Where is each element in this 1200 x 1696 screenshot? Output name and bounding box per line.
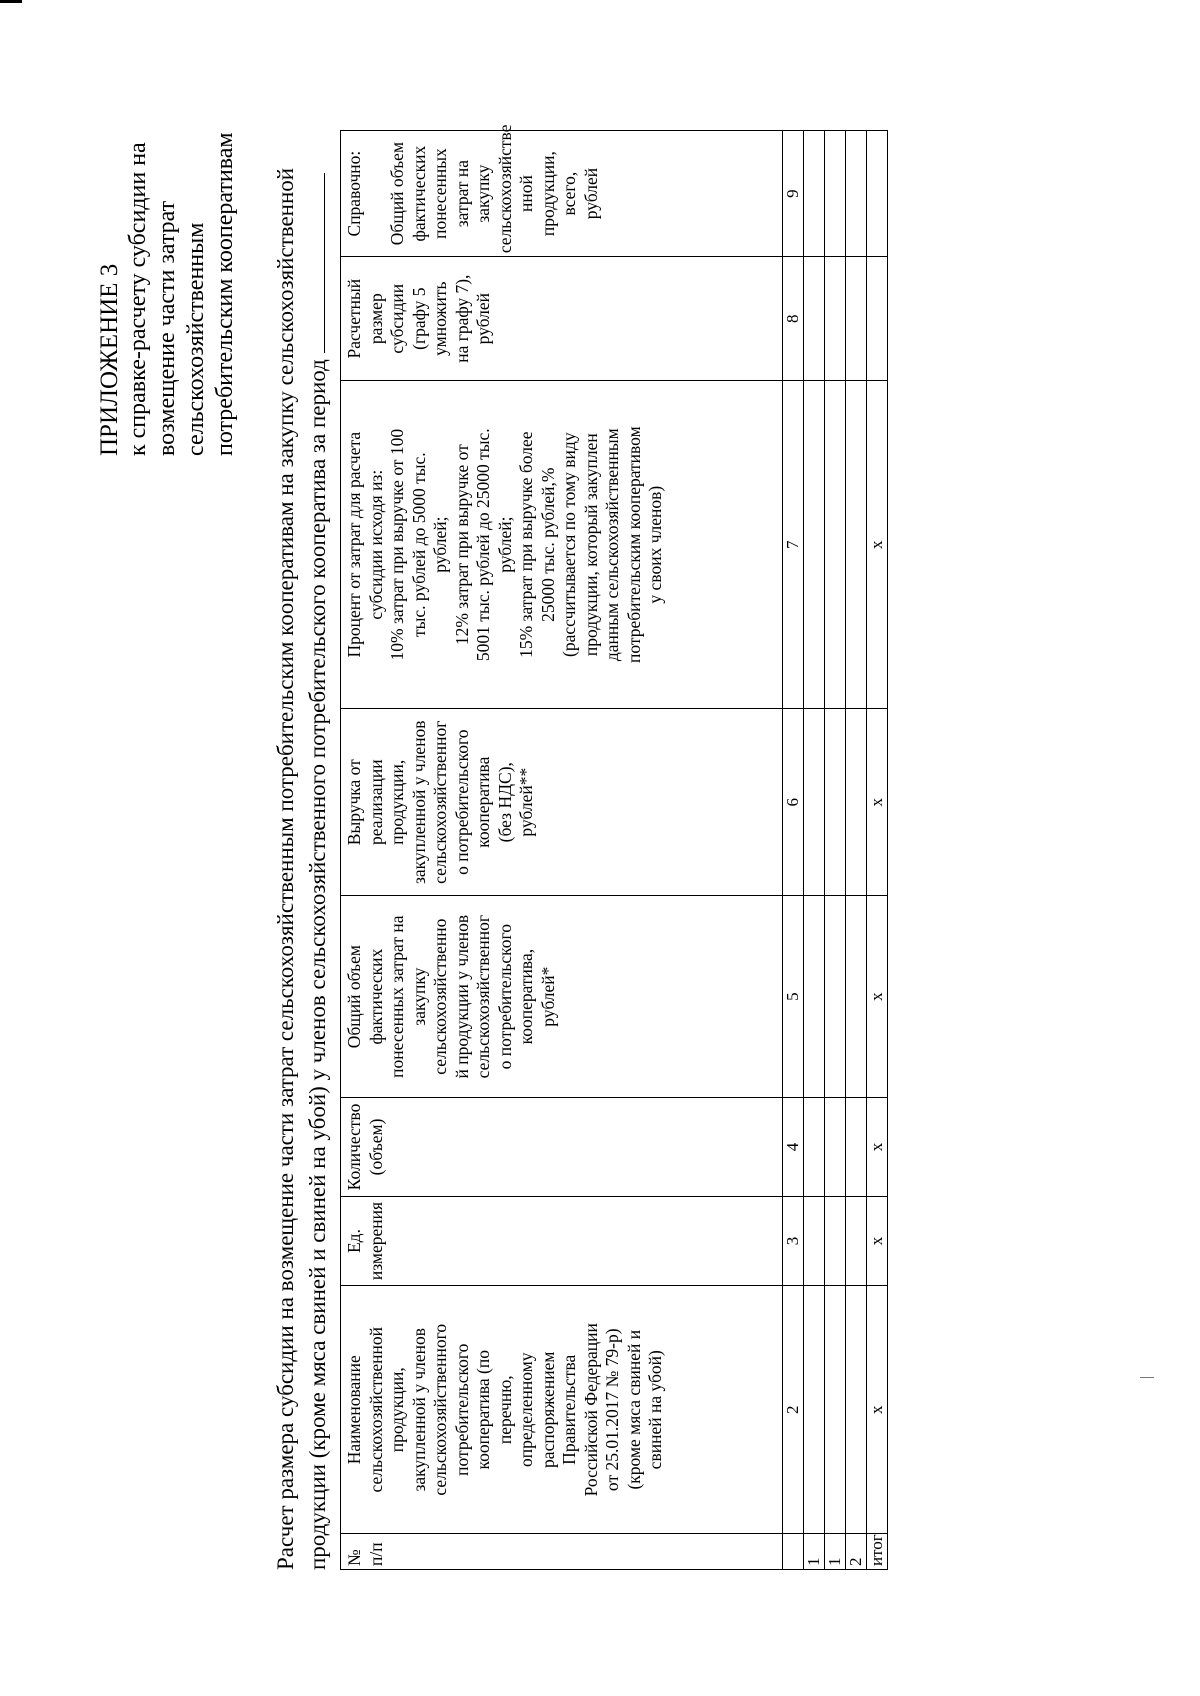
table-row-cell [825, 1286, 846, 1534]
table-row-cell [846, 381, 867, 709]
column-number-row-cell: 8 [783, 257, 804, 381]
appendix-line: потребительским кооперативам [212, 132, 238, 456]
report-title-line-with-period [302, 90, 334, 1570]
table-row-cell [804, 1196, 825, 1285]
table-row-cell [825, 1196, 846, 1285]
table-row-cell: х [867, 1196, 888, 1285]
table-row-cell [867, 257, 888, 381]
header-row-cell: Справочно: Общий объем фактических понесенных затрат на закупку сельскохозяйстве нной продукции, всего, рублей [341, 131, 783, 257]
header-row-cell: Выручка от реализации продукции, закупленной у членов сельскохозяйственног о потребительского кооператива (без НДС), рублей** [341, 709, 783, 896]
column-number-row-cell: 3 [783, 1196, 804, 1285]
header-row-cell: Процент от затрат для расчета субсидии исходя из: 10% затрат при выручке от 100 тыс. рублей до 5000 тыс. рублей; 12% затрат при выручке от 5001 тыс. рублей до 25000 тыс. рублей; 15% затрат при выручке более 25000 тыс. рублей,% (рассчитывается по тому виду продукции, который закуплен данным сельскохозяйственным потребительским кооперативом у своих членов) [341, 381, 783, 709]
table-row-cell [804, 1286, 825, 1534]
table-row-cell [825, 381, 846, 709]
table-row-cell [846, 1286, 867, 1534]
header-row-cell: № п/п [341, 1534, 783, 1570]
table-row-cell [846, 896, 867, 1098]
column-number-row [783, 131, 804, 1570]
table-row-cell [804, 1098, 825, 1197]
appendix-title: ПРИЛОЖЕНИЕ 3 [96, 263, 123, 456]
table-row-cell [804, 131, 825, 257]
table-row-cell [846, 257, 867, 381]
column-number-row-cell: 2 [783, 1286, 804, 1534]
report-title-line: продукции (кроме мяса свиней и свиней на убой) у членов сельскохозяйственного потребительского кооператива за период [305, 359, 330, 1570]
table-row-cell: х [867, 896, 888, 1098]
table-row [867, 131, 888, 1570]
appendix-line: к справке-расчету субсидии на [125, 142, 151, 456]
table-row-cell: итог [867, 1534, 888, 1570]
header-row-cell: Ед. измерения [341, 1196, 783, 1285]
table-row-cell [825, 709, 846, 896]
table-row-cell: 1 [804, 1534, 825, 1570]
table-row-cell [846, 1098, 867, 1197]
header-row [341, 131, 783, 1570]
column-number-row-cell: 9 [783, 131, 804, 257]
appendix-block [95, 36, 240, 456]
table-row [804, 131, 825, 1570]
table-row-cell [804, 896, 825, 1098]
table-row-cell [825, 131, 846, 257]
table-row-cell [825, 896, 846, 1098]
header-row-cell: Общий объем фактических понесенных затрат на закупку сельскохозяйственно й продукции у членов сельскохозяйственног о потребительского кооператива, рублей* [341, 896, 783, 1098]
subsidy-table [340, 124, 888, 1570]
period-blank-line [306, 173, 325, 353]
table-row-cell: 1 [825, 1534, 846, 1570]
table-row-cell [846, 709, 867, 896]
table-row-cell [846, 131, 867, 257]
table-row-cell: х [867, 1286, 888, 1534]
table-row-cell [846, 1196, 867, 1285]
report-title-line: Расчет размера субсидии на возмещение части затрат сельскохозяйственным потребительским кооперативам на закупку сельскохозяйственной [273, 167, 298, 1570]
scan-edge-mark [0, 0, 22, 3]
header-row-cell: Количество (объем) [341, 1098, 783, 1197]
report-title [270, 90, 334, 1570]
scan-mark [1140, 1377, 1154, 1378]
table-row [825, 131, 846, 1570]
table-row-cell [804, 381, 825, 709]
table-row [846, 131, 867, 1570]
appendix-line: возмещение части затрат [154, 200, 180, 456]
column-number-row-cell: 4 [783, 1098, 804, 1197]
table-row-cell [825, 257, 846, 381]
table-row-cell [825, 1098, 846, 1197]
column-number-row-cell: 7 [783, 381, 804, 709]
column-number-row-cell: 5 [783, 896, 804, 1098]
table-row-cell: х [867, 1098, 888, 1197]
table-row-cell [804, 257, 825, 381]
column-number-row-cell [783, 1534, 804, 1570]
appendix-line: сельскохозяйственным [183, 222, 209, 456]
table-row-cell: х [867, 381, 888, 709]
table-row-cell [804, 709, 825, 896]
column-number-row-cell: 6 [783, 709, 804, 896]
header-row-cell: Расчетный размер субсидии (графу 5 умножить на графу 7), рублей [341, 257, 783, 381]
table-row-cell [867, 131, 888, 257]
table-row-cell: 2 [846, 1534, 867, 1570]
table-row-cell: х [867, 709, 888, 896]
header-row-cell: Наименование сельскохозяйственной продукции, закупленной у членов сельскохозяйственного потребительского кооператива (по перечню, определенному распоряжением Правительства Российской Федерации от 25.01.2017 № 79-р) (кроме мяса свиней и свиней на убой) [341, 1286, 783, 1534]
